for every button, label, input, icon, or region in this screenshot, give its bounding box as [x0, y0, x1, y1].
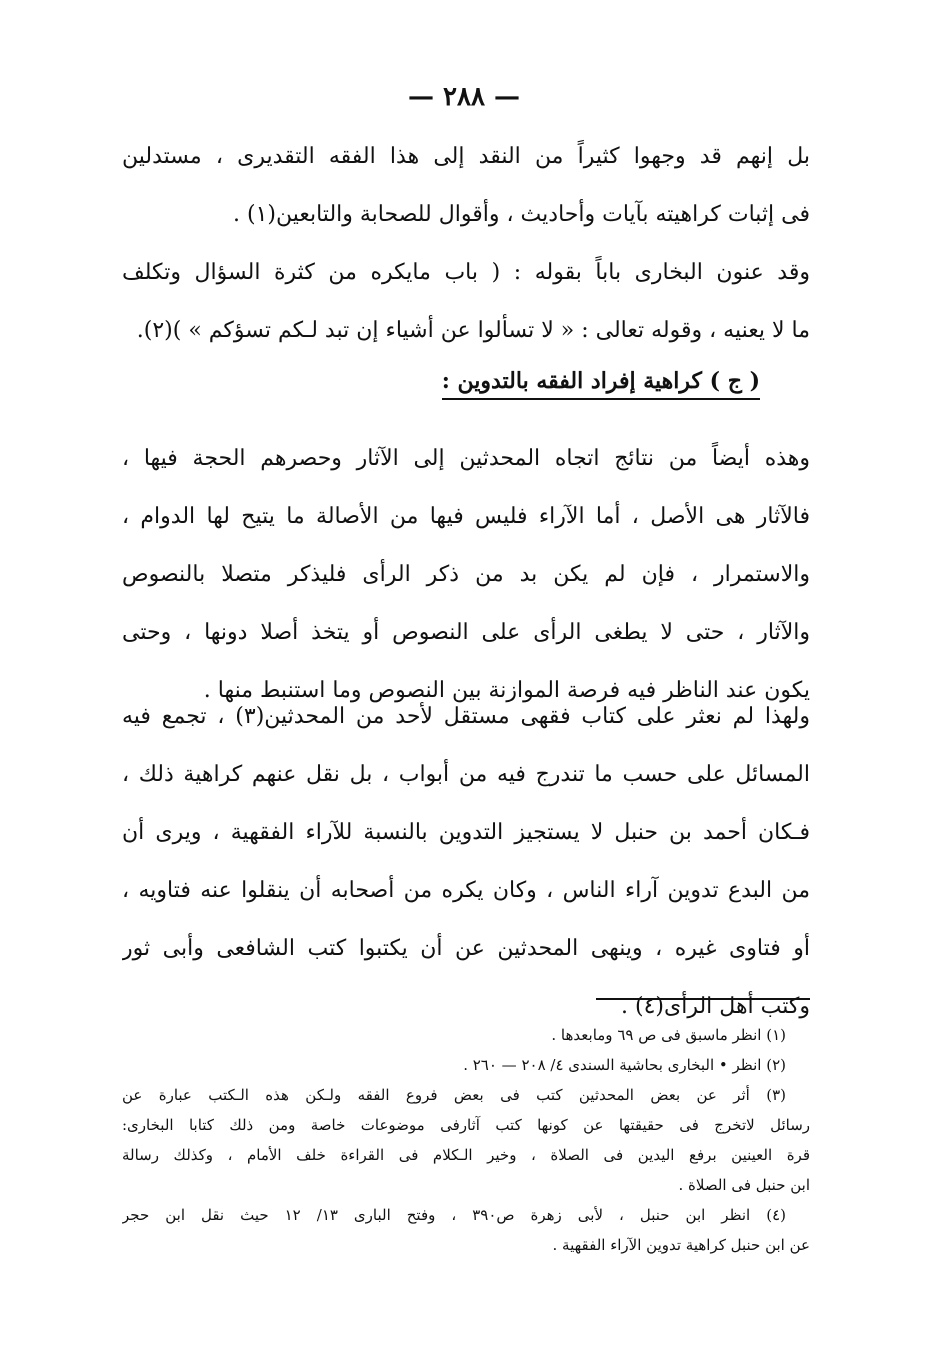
- footnote-3-cont: قرة العينين برفع اليدين فى الصلاة ، وخير الـكلام فى القراءة خلف الأمام ، وكذلك رسالة: [122, 1146, 810, 1164]
- text-line: والاستمرار ، فإن لم يكن بد من ذكر الرأى فليذكر متصلا بالنصوص: [122, 562, 810, 587]
- text-line: وكتب أهل الرأى(٤) .: [621, 994, 810, 1019]
- text-line: المسائل على حسب ما تندرج فيه من أبواب ، بل نقل عنهم كراهية ذلك ،: [122, 762, 810, 787]
- footnote-divider: [596, 998, 810, 1000]
- text-line: والآثار ، حتى لا يطغى الرأى على النصوص أو يتخذ أصلا دونها ، وحتى: [122, 620, 810, 645]
- text-line: فالآثار هى الأصل ، أما الآراء فليس فيها من الأصالة ما يتيح لها الدوام ،: [122, 504, 810, 529]
- text-line: وهذه أيضاً من نتائج اتجاه المحدثين إلى الآثار وحصرهم الحجة فيها ،: [122, 446, 810, 471]
- paragraph-4: [122, 688, 810, 1036]
- section-heading-container: [380, 368, 760, 400]
- footnote-2: (٢) انظر • البخارى بحاشية السندى ٤/ ٢٠٨ — ٢٦٠ .: [463, 1056, 786, 1074]
- footnote-4-cont: عن ابن حنبل كراهية تدوين الآراء الفقهية .: [552, 1236, 810, 1254]
- text-line: بل إنهم قد وجهوا كثيراً من النقد إلى هذا الفقه التقديرى ، مستدلين: [122, 144, 810, 169]
- footnote-3-cont: رسائل لاتخرج فى حقيقتها عن كونها كتب آثارفى موضوعات خاصة ومن ذلك كتابا البخارى:: [122, 1116, 810, 1134]
- paragraph-1: [122, 128, 810, 244]
- text-line: ما لا يعنيه ، وقوله تعالى : « لا تسألوا عن أشياء إن تبد لـكم تسؤكم » )(٢).: [136, 318, 810, 343]
- footnote-3-cont: ابن حنبل فى الصلاة .: [678, 1176, 810, 1194]
- footnotes: [122, 1020, 810, 1260]
- text-line: يكون عند الناظر فيه فرصة الموازنة بين النصوص وما استنبط منها .: [203, 678, 810, 703]
- footnote-3: (٣) أثر عن بعض المحدثين كتب فى بعض فروع الفقه ولـكن هذه الـكتب عبارة عن: [122, 1086, 786, 1104]
- page-number: — ٢٨٨ —: [407, 82, 521, 112]
- section-heading: ( ج ) كراهية إفراد الفقه بالتدوين :: [442, 368, 760, 400]
- footnote-4: (٤) انظر ابن حنبل ، لأبى زهرة ص٣٩٠ ، وفتح البارى ١٣/ ١٢ حيث نقل ابن حجر: [122, 1206, 786, 1224]
- text-line: ولهذا لم نعثر على كتاب فقهى مستقل لأحد من المحدثين(٣) ، تجمع فيه: [122, 704, 810, 729]
- paragraph-2: [122, 244, 810, 360]
- text-line: فـكان أحمد بن حنبل لا يستجيز التدوين بالنسبة للآراء الفقهية ، ويرى أن: [122, 820, 810, 845]
- paragraph-3: [122, 430, 810, 720]
- footnote-1: (١) انظر ماسبق فى ص ٦٩ ومابعدها .: [551, 1026, 786, 1044]
- text-line: أو فتاوى غيره ، وينهى المحدثين عن أن يكتبوا كتب الشافعى وأبى ثور: [122, 936, 810, 961]
- text-line: وقد عنون البخارى باباً بقوله : ( باب مايكره من كثرة السؤال وتكلف: [122, 260, 810, 285]
- text-line: فى إثبات كراهيته بآيات وأحاديث ، وأقوال للصحابة والتابعين(١) .: [232, 202, 810, 227]
- text-line: من البدع تدوين آراء الناس ، وكان يكره من أصحابه أن ينقلوا عنه فتاويه ،: [122, 878, 810, 903]
